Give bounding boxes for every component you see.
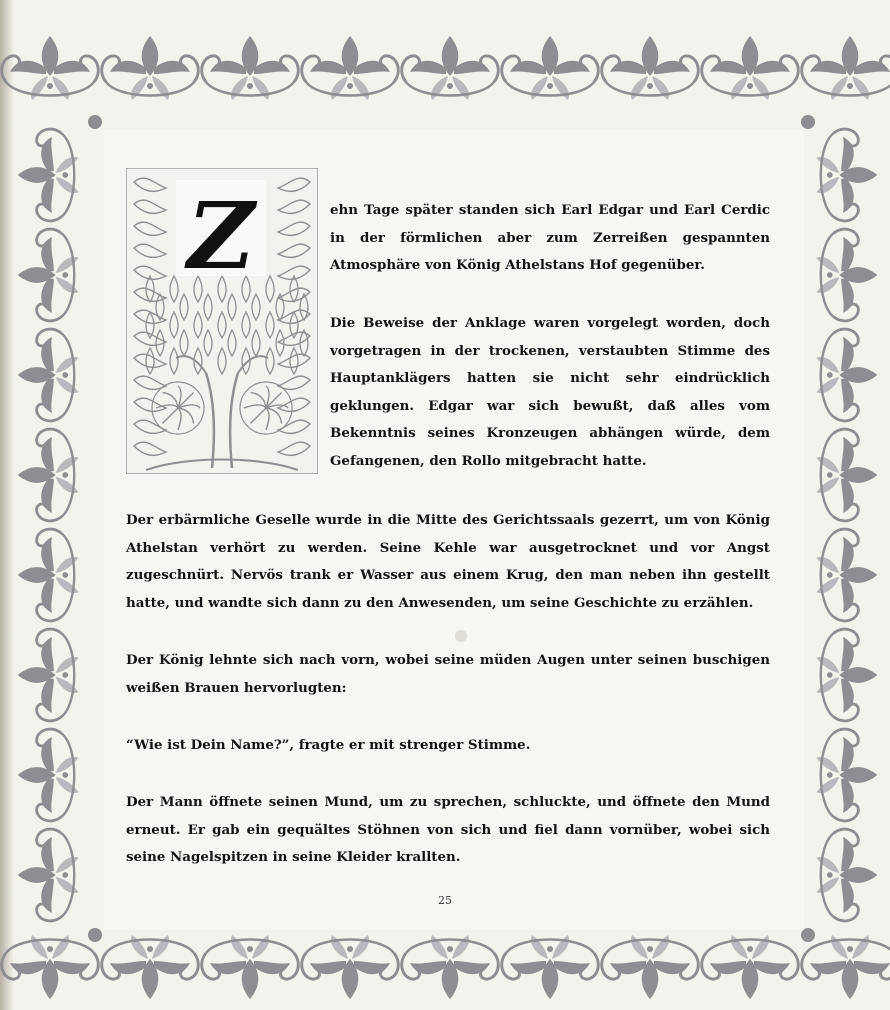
paragraph-4: Der König lehnte sich nach vorn, wobei seine müden Augen unter seinen buschigen weißen Brauen hervorlugten:: [126, 652, 770, 696]
drop-cap-letter: Z: [187, 182, 255, 290]
tree-ornament-illustration: [126, 168, 318, 474]
ornament-motif: [502, 36, 599, 100]
ornament-motif: [802, 935, 890, 999]
ornament-motif: [402, 36, 499, 100]
corner-dot: [88, 115, 102, 129]
ornament-motif: [602, 36, 699, 100]
ornament-motif: [802, 36, 890, 100]
ornament-motif: [817, 229, 878, 321]
ornament-motif: [18, 529, 79, 621]
ornament-motif: [302, 935, 399, 999]
paragraph-2: Die Beweise der Anklage waren vorgelegt worden, doch vorgetragen in der trockenen, verstaubten Stimme des Hauptanklägers hatten sie nicht sehr eindrücklich geklungen. Edgar war sich bewußt, daß alles vom Bekenntnis seines Kronzeugen abhängen würde, dem Gefangenen, den Rollo mitgebracht hatte.: [330, 315, 770, 469]
ornament-motif: [602, 935, 699, 999]
ornament-motif: [302, 36, 399, 100]
ornament-motif: [817, 429, 878, 521]
ornament-motif: [817, 629, 878, 721]
corner-dot: [88, 928, 102, 942]
ornament-motif: [18, 129, 79, 221]
ornament-motif: [817, 729, 878, 821]
ornament-motif: [2, 36, 99, 100]
ornament-motif: [18, 829, 79, 921]
ornament-motif: [202, 935, 299, 999]
ornament-motif: [817, 329, 878, 421]
ornament-motif: [702, 935, 799, 999]
ornament-motif: [2, 935, 99, 999]
paragraph-5: “Wie ist Dein Name?”, fragte er mit strenger Stimme.: [126, 737, 531, 753]
corner-dot: [801, 115, 815, 129]
ornament-motif: [402, 935, 499, 999]
paragraph-6: Der Mann öffnete seinen Mund, um zu sprechen, schluckte, und öffnete den Mund erneut. Er gab ein gequältes Stöhnen von sich und fiel dann vornüber, wobei sich seine Nagelspitzen in seine Kleider krallten.: [126, 794, 770, 865]
ornament-motif: [102, 36, 199, 100]
paragraph-1: ehn Tage später standen sich Earl Edgar und Earl Cerdic in der förmlichen aber zum Zerreißen gespannten Atmosphäre von König Athelstans Hof gegenüber.: [330, 202, 770, 273]
ornament-motif: [202, 36, 299, 100]
ornament-motif: [817, 529, 878, 621]
paper-spot: [455, 630, 467, 642]
corner-dot: [801, 928, 815, 942]
ornament-motif: [18, 329, 79, 421]
page-number: 25: [438, 894, 452, 907]
ornament-motif: [817, 829, 878, 921]
ornament-motif: [817, 129, 878, 221]
illuminated-initial: [126, 168, 318, 474]
ornament-motif: [702, 36, 799, 100]
ornament-motif: [18, 629, 79, 721]
ornament-motif: [502, 935, 599, 999]
ornament-motif: [102, 935, 199, 999]
ornament-motif: [18, 229, 79, 321]
paragraph-3: Der erbärmliche Geselle wurde in die Mitte des Gerichtssaals gezerrt, um von König Athelstan verhört zu werden. Seine Kehle war ausgetrocknet und vor Angst zugeschnürt. Nervös trank er Wasser aus einem Krug, den man neben ihn gestellt hatte, und wandte sich dann zu den Anwesenden, um seine Geschichte zu erzählen.: [126, 512, 770, 611]
ornament-motif: [18, 429, 79, 521]
ornament-motif: [18, 729, 79, 821]
